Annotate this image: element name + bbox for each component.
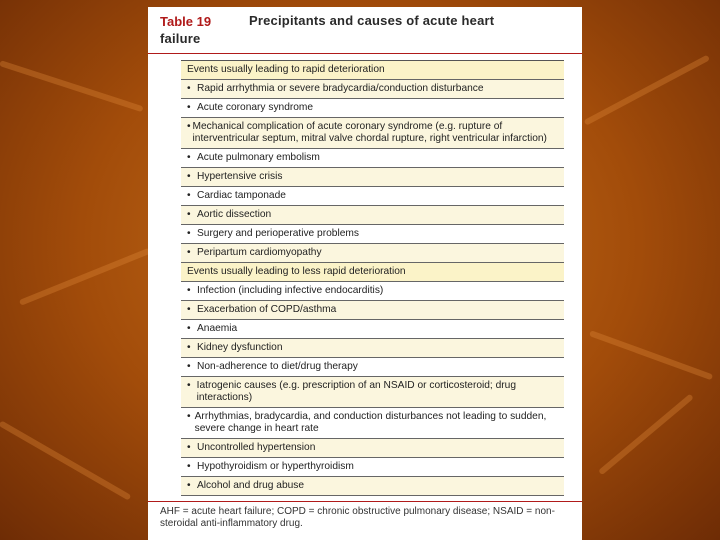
background-branch	[589, 330, 713, 380]
table-row: • Arrhythmias, bradycardia, and conduction disturbances not leading to sudden, severe change in heart rate	[181, 408, 564, 439]
title-rule	[148, 53, 582, 54]
background-branch	[598, 394, 694, 476]
background-branch	[19, 248, 151, 306]
table-row: • Uncontrolled hypertension	[181, 439, 564, 458]
table-row: • Kidney dysfunction	[181, 339, 564, 358]
section-heading: Events usually leading to less rapid deterioration	[181, 263, 564, 282]
table-row: • Non-adherence to diet/drug therapy	[181, 358, 564, 377]
table-row: • Infection (including infective endocarditis)	[181, 282, 564, 301]
table-row: • Hypothyroidism or hyperthyroidism	[181, 458, 564, 477]
table-row: • Acute coronary syndrome	[181, 99, 564, 118]
table-row: • Peripartum cardiomyopathy	[181, 244, 564, 263]
table-row: • Alcohol and drug abuse	[181, 477, 564, 496]
table-row: • Aortic dissection	[181, 206, 564, 225]
footnote-rule	[148, 501, 582, 502]
table-title	[160, 13, 570, 46]
table-row: • Exacerbation of COPD/asthma	[181, 301, 564, 320]
background-branch	[0, 60, 144, 112]
table-title-line1: Precipitants and causes of acute heart	[249, 13, 495, 28]
background-branch	[0, 420, 131, 500]
table-page	[148, 7, 582, 540]
table-row: • Cardiac tamponade	[181, 187, 564, 206]
table-footnote: AHF = acute heart failure; COPD = chronic obstructive pulmonary disease; NSAID = non-steroidal anti-inflammatory drug.	[160, 506, 555, 529]
table-row: • Iatrogenic causes (e.g. prescription of an NSAID or corticosteroid; drug interactions)	[181, 377, 564, 408]
table-row: • Rapid arrhythmia or severe bradycardia/conduction disturbance	[181, 80, 564, 99]
table-title-line2: failure	[160, 31, 201, 46]
table-number: Table 19	[160, 14, 212, 29]
section-heading: Events usually leading to rapid deterioration	[181, 61, 564, 80]
causes-table	[181, 60, 564, 496]
table-row: • Surgery and perioperative problems	[181, 225, 564, 244]
table-row: • Hypertensive crisis	[181, 168, 564, 187]
table-row: • Anaemia	[181, 320, 564, 339]
table-row: • Acute pulmonary embolism	[181, 149, 564, 168]
table-row: • Mechanical complication of acute coronary syndrome (e.g. rupture of interventricular septum, mitral valve chordal rupture, right ventricular infarction)	[181, 118, 564, 149]
background-branch	[584, 55, 710, 126]
